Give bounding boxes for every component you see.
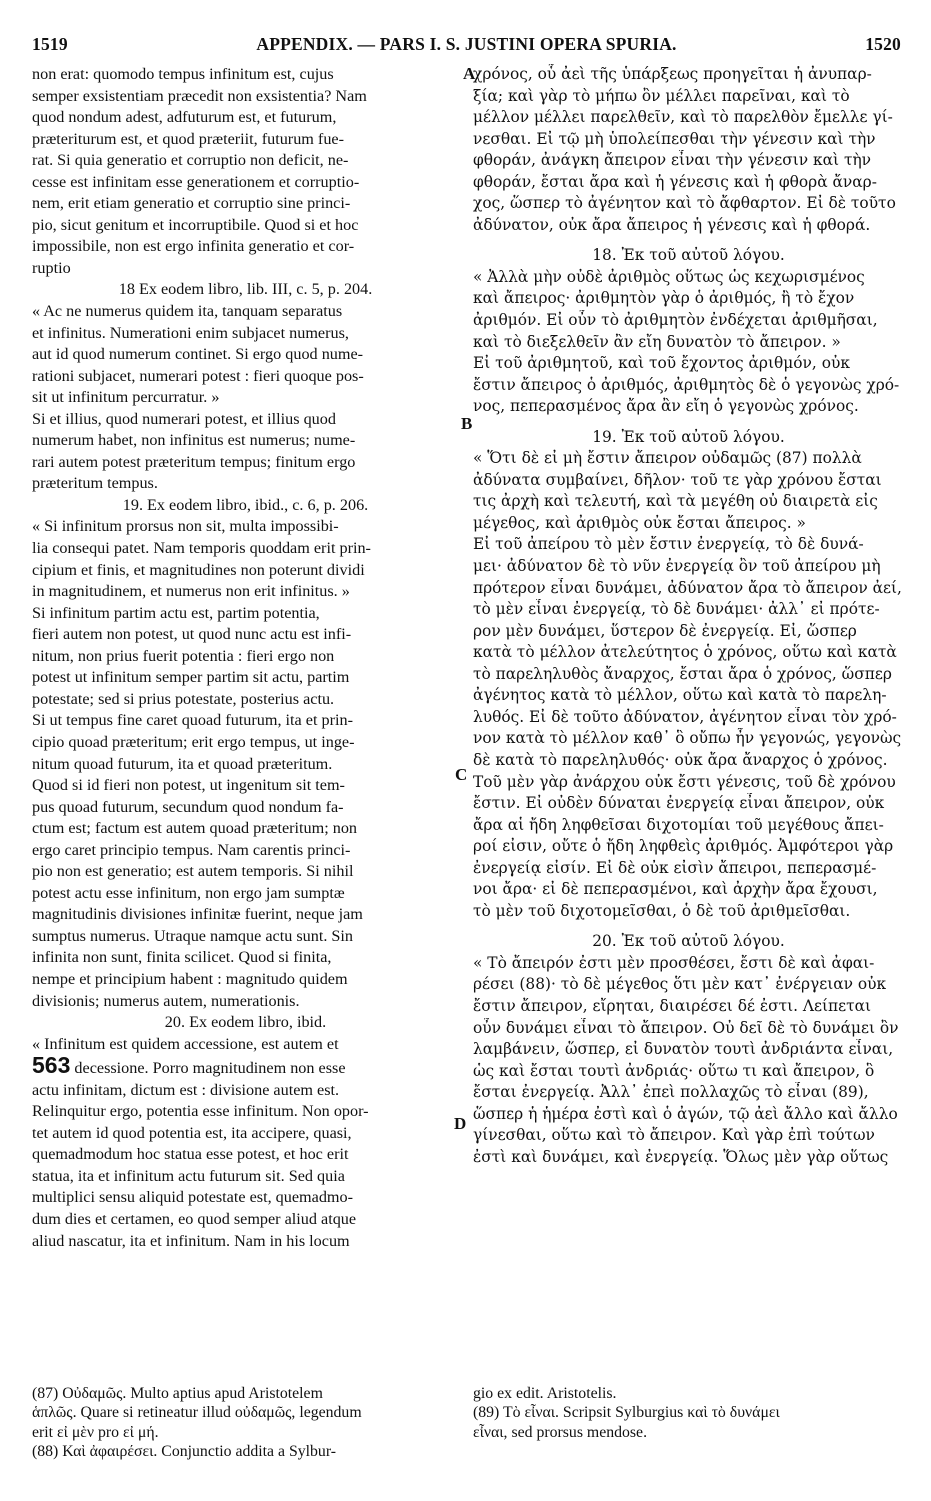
text-line: ἀδύνατα συμβαίνει, δῆλον· τοῦ τε γὰρ χρόνου ἔσται (473, 470, 882, 489)
text-line: pio non est generatio; est autem temporis. Si nihil (32, 862, 354, 881)
text-line: τὸ μὲν εἶναι ἐνεργείᾳ, τὸ δὲ δυνάμει· ἀλλ᾽ εἰ πρότε- (473, 600, 880, 619)
footnote-line: (87) Οὐδαμῶς. Multo aptius apud Aristotelem (32, 1385, 323, 1402)
text-line: οὖν δυνάμει εἶναι τὸ ἄπειρον. Οὐ δεῖ δὲ τὸ δυνάμει ὂν (473, 1018, 899, 1037)
section-heading: 18 Ex eodem libro, lib. III, c. 5, p. 204. (118, 280, 373, 299)
text-line: ξία; καὶ γὰρ τὸ μήπω ὂν μέλλει παρεῖναι, καὶ τὸ (473, 86, 850, 105)
section-gap (473, 236, 904, 245)
column-number: 563 (32, 1055, 71, 1079)
text-line: numerum habet, non infinitus est numerus; nume- (32, 431, 356, 450)
text-line: χρόνος, οὗ ἀεὶ τῆς ὑπάρξεως προηγεῖται ἡ ἀνυπαρ- (473, 65, 872, 83)
text-line: καὶ ἄπειρος· ἀριθμητὸν γὰρ ὁ ἀριθμός, ἢ τὸ ἔχον (473, 289, 855, 308)
text-line: fieri autem non potest, ut quod nunc actu est infi- (32, 625, 352, 644)
text-line: ruptio (32, 258, 71, 277)
text-line: actu infinitam, dictum est : divisione autem est. (32, 1080, 340, 1099)
text-line: præteritum tempus. (32, 474, 158, 493)
section-gap (473, 418, 904, 427)
text-line: τις ἀρχὴ καὶ τελευτή, καὶ τὰ μεγέθη οὐ διαιρετὰ εἰς (473, 492, 878, 511)
text-line: cipium et finis, et magnitudines non poterunt dividi (32, 560, 365, 579)
text-line: magnitudinis divisiones infinitæ fuerint, neque jam (32, 905, 363, 924)
text-line: μει· ἀδύνατον δὲ τὸ νῦν ἐνεργείᾳ ὂν τοῦ ἀπείρου μὴ (473, 557, 881, 576)
text-line: ὡς καὶ ἔσται τουτὶ ἀνδριάς· οὕτω τι καὶ ἄπειρον, ὃ (473, 1061, 875, 1080)
footnote-line: (88) Καὶ ἀφαιρέσει. Conjunctio addita a Sylbur- (32, 1443, 337, 1461)
text-line: ρέσει (88)· τὸ δὲ μέγεθος ὅτι μὲν κατ᾽ ἐνέργειαν οὐκ (473, 975, 887, 994)
text-line: præteriturum est, et quod præteriit, futurum fue- (32, 129, 344, 148)
text-line: Quod si id fieri non potest, ut ingenitum sit tem- (32, 776, 345, 795)
text-line: ἔσται ἐνεργείᾳ. Ἀλλ᾽ ἐπεὶ πολλαχῶς τὸ εἶναι (89), (473, 1083, 869, 1102)
text-line: Si et illius, quod numerari potest, et illius quod (32, 409, 336, 428)
text-line: ἐνεργείᾳ εἰσίν. Εἰ δὲ οὐκ εἰσὶν ἄπειροι, πεπερασμέ- (473, 858, 877, 877)
text-line: cipio quoad præteritum; erit ergo tempus, ut inge- (32, 732, 355, 751)
text-line: semper exsistentiam præcedit non exsistentia? Nam (32, 86, 367, 105)
page-number-left: 1519 (32, 34, 68, 54)
text-line: φθοράν, ἀνάγκη ἄπειρον εἶναι τὴν γένεσιν καὶ τὴν (473, 151, 872, 170)
footnote-line: erit εἰ μὲν pro εἰ μή. (32, 1423, 159, 1441)
text-line: λαμβάνειν, ὥσπερ, εἰ δυνατὸν τουτὶ ἀνδριάντα εἶναι, (473, 1040, 894, 1059)
text-line: aliud nascatur, ita et infinitum. Nam in his locum (32, 1231, 350, 1250)
text-line: multiplici sensu aliquid potestate est, quemadmo- (32, 1188, 353, 1207)
text-line: « Ac ne numerus quidem ita, tanquam separatus (32, 302, 343, 321)
section-heading: 19. Ἐκ τοῦ αὐτοῦ λόγου. (592, 427, 785, 446)
text-line: aut id quod numerum continet. Si ergo quod nume- (32, 345, 364, 364)
text-line: nitum, non prius fuerit potentia : fieri ergo non (32, 646, 335, 665)
text-line: κατὰ τὸ μέλλον ἀτελεύτητος ὁ χρόνος, οὕτω καὶ κατὰ (473, 643, 897, 662)
text-line: « Infinitum est quidem accessione, est autem et (32, 1034, 339, 1053)
section-heading: 19. Ex eodem libro, ibid., c. 6, p. 206. (122, 495, 369, 514)
text-line: ἀγένητος κατὰ τὸ μέλλον, οὕτω καὶ κατὰ τὸ παρελη- (473, 686, 887, 705)
text-line: « Si infinitum prorsus non sit, multa impossibi- (32, 517, 339, 536)
section-heading: 20. Ἐκ τοῦ αὐτοῦ λόγου. (592, 932, 785, 951)
footnotes-left (32, 1384, 459, 1462)
text-line: ἔστιν. Εἰ οὐδὲν δύναται ἐνεργείᾳ εἶναι ἄπειρον, οὐκ (473, 794, 885, 813)
text-line: νεσθαι. Εἰ τῷ μὴ ὑπολείπεσθαι τὴν γένεσιν καὶ τὴν (473, 129, 876, 148)
text-line: μέγεθος, καὶ ἀριθμὸς οὐκ ἔσται ἄπειρος. » (473, 513, 806, 532)
text-line: νον κατὰ τὸ μέλλον καθ᾽ ὃ οὔπω ἦν γεγονώς, γεγονὼς (473, 729, 902, 748)
text-line: nitum quoad futurum, ita et quoad præteritum. (32, 754, 333, 773)
text-line: pus quoad futurum, secundum quod nondum fa- (32, 797, 344, 816)
text-line: γίνεσθαι, οὕτω καὶ τὸ ἄπειρον. Καὶ γὰρ ἐπὶ τούτων (473, 1126, 875, 1145)
text-line: χος, ὥσπερ τὸ ἀγένητον καὶ τὸ ἄφθαρτον. Εἰ δὲ τοῦτο (473, 194, 896, 213)
text-line: ὥσπερ ἡ ἡμέρα ἐστὶ καὶ ὁ ἀγών, τῷ ἀεὶ ἄλλο καὶ ἄλλο (473, 1104, 898, 1123)
text-line: et infinitus. Numerationi enim subjacet numerus, (32, 323, 349, 342)
section-heading: 18. Ἐκ τοῦ αὐτοῦ λόγου. (592, 246, 785, 265)
text-line: pio, sicut genitum et incorruptibile. Quod si et hoc (32, 215, 359, 234)
text-line: ρον μὲν δυνάμει, ὕστερον δὲ ἐνεργείᾳ. Εἰ, ὥσπερ (473, 621, 857, 640)
text-line: rari autem potest præteritum tempus; finitum ergo (32, 452, 356, 471)
text-line: « Ὅτι δὲ εἰ μὴ ἔστιν ἄπειρον οὐδαμῶς (87) πολλὰ (473, 449, 862, 468)
text-line: rat. Si quia generatio et corruptio non deficit, ne- (32, 151, 349, 170)
text-line: τὸ παρεληλυθὸς ἄναρχος, ἔσται ἄρα ὁ χρόνος, ὥσπερ (473, 664, 892, 683)
greek-column (473, 64, 904, 1168)
text-line: ergo caret principio tempus. Nam carentis princi- (32, 840, 351, 859)
footnote-line: εἶναι, sed prorsus mendose. (473, 1423, 648, 1441)
margin-marker-d: D (454, 1114, 467, 1133)
text-line: quod nondum adest, adfuturum est, et futurum, (32, 108, 337, 127)
text-line: potest actu esse infinitum, non ergo jam sumptæ (32, 883, 345, 902)
text-line: ἐστὶ καὶ δυνάμει, καὶ ἐνεργείᾳ. Ὅλως μὲν γὰρ οὕτως (473, 1147, 889, 1166)
text-line: statua, ita et infinitum actu futurum sit. Sed quia (32, 1166, 345, 1185)
text-line: ἄρα αἱ ἤδη ληφθεῖσαι διχοτομίαι τοῦ μεγέθους ἄπει- (473, 815, 884, 834)
text-line: ἀδύνατον, οὐκ ἄρα ἄπειρος ἡ γένεσις καὶ ἡ φθορά. (473, 215, 871, 234)
text-line: nempe et principium habent : magnitudo quidem (32, 969, 348, 988)
text-line: φθοράν, ἔσται ἄρα καὶ ἡ γένεσις καὶ ἡ φθορὰ ἄναρ- (473, 172, 877, 191)
text-line: divisionis; numerus autem, numerationis. (32, 991, 300, 1010)
text-line: rationi subjacet, numerari potest : fieri quoque pos- (32, 366, 364, 385)
text-line: Si infinitum partim actu est, partim potentia, (32, 603, 320, 622)
text-line: lia consequi patet. Nam temporis quoddam erit prin- (32, 539, 371, 558)
text-line: infinita non sunt, finita scilicet. Quod si finita, (32, 948, 332, 967)
footnote-line: ἁπλῶς. Quare si retineatur illud οὐδαμῶς, legendum (32, 1404, 362, 1422)
text-line: sit ut infinitum percurratur. » (32, 388, 220, 407)
text-line: ἔστιν ἄπειρον, εἴρηται, διαιρέσει δέ ἐστι. Λείπεται (473, 996, 872, 1015)
text-line: τὸ μὲν τοῦ διχοτομεῖσθαι, ὁ δὲ τοῦ ἀριθμεῖσθαι. (473, 901, 851, 920)
text-line-content: decessione. Porro magnitudinem non esse (70, 1059, 346, 1078)
text-line: ctum est; factum est autem quoad præteritum; non (32, 819, 358, 838)
latin-column (32, 64, 459, 1252)
section-gap (473, 922, 904, 931)
text-line: καὶ τὸ διεξελθεῖν ἂν εἴη δυνατὸν τὸ ἄπειρον. » (473, 332, 841, 351)
text-line: « Ἀλλὰ μὴν οὐδὲ ἀριθμὸς οὕτως ὡς κεχωρισμένος (473, 267, 865, 286)
text-line: tet autem id quod potentia est, ita accipere, quasi, (32, 1123, 352, 1142)
footnotes-right (473, 1384, 904, 1442)
text-line: sumptus numerus. Utraque namque actu sunt. Sin (32, 926, 354, 945)
text-line: νος, πεπερασμένος ἄρα ἂν εἴη ὁ γεγονὼς χρόνος. (473, 397, 859, 416)
text-line: νοι ἄρα· εἰ δὲ πεπερασμένοι, καὶ ἀρχὴν ἄρα ἔχουσι, (473, 880, 878, 899)
text-line: μέλλον μέλλει παρελθεῖν, καὶ τὸ παρελθὸν ἔμελλε γί- (473, 108, 893, 127)
text-line: δὲ κατὰ τὸ παρεληλυθός· οὐκ ἄρα ἄναρχος ὁ χρόνος. (473, 750, 888, 769)
text-line: « Τὸ ἄπειρόν ἐστι μὲν προσθέσει, ἔστι δὲ καὶ ἀφαι- (473, 953, 875, 972)
text-line: Εἰ τοῦ ἀπείρου τὸ μὲν ἔστιν ἐνεργείᾳ, τὸ δὲ δυνά- (473, 535, 864, 554)
text-line: potestate; sed si prius potestate, posterius actu. (32, 689, 335, 708)
text-line: impossibile, non est ergo infinita generatio et cor- (32, 237, 355, 256)
page-header (32, 34, 901, 58)
text-line: quemadmodum hoc statua esse potest, et hoc erit (32, 1145, 349, 1164)
footnote-line: (89) Τὸ εἶναι. Scripsit Sylburgius καὶ τὸ δυνάμει (473, 1404, 780, 1422)
margin-marker-c: C (455, 765, 468, 784)
page-number-right: 1520 (865, 34, 901, 54)
text-line: Τοῦ μὲν γὰρ ἀνάρχου οὐκ ἔστι γένεσις, τοῦ δὲ χρόνου (473, 772, 896, 791)
text-line: in magnitudinem, et numerus non erit infinitus. » (32, 582, 350, 601)
text-line: cesse est infinitam esse generationem et corruptio- (32, 172, 360, 191)
text-line: potest ut infinitum semper partim sit actu, partim (32, 668, 350, 687)
text-line: ἔστιν ἄπειρος ὁ ἀριθμός, ἀριθμητὸς δὲ ὁ γεγονὼς χρό- (473, 375, 900, 394)
text-line: dum dies et certamen, eo quod semper aliud atque (32, 1209, 357, 1228)
running-title: APPENDIX. — PARS I. S. JUSTINI OPERA SPURIA. (256, 34, 677, 54)
text-line: non erat: quomodo tempus infinitum est, cujus (32, 65, 334, 83)
footnote-line: gio ex edit. Aristotelis. (473, 1385, 617, 1402)
text-line: Relinquitur ergo, potentia esse infinitum. Non opor- (32, 1102, 369, 1121)
text-line: Si ut tempus fine caret quoad futurum, ita et prin- (32, 711, 353, 730)
text-line: ἀριθμόν. Εἰ οὖν τὸ ἀριθμητὸν ἐνδέχεται ἀριθμῆσαι, (473, 311, 878, 330)
margin-marker-a: A (463, 64, 476, 83)
text-line: nem, erit etiam generatio et corruptio sine princi- (32, 194, 351, 213)
text-line: πρότερον εἶναι δυνάμει, ἀδύνατον ἄρα τὸ ἄπειρον ἀεί, (473, 578, 902, 597)
margin-marker-b: B (461, 414, 473, 433)
text-line (32, 1055, 459, 1080)
text-line: Εἰ τοῦ ἀριθμητοῦ, καὶ τοῦ ἔχοντος ἀριθμόν, οὐκ (473, 354, 850, 373)
text-line: ροί εἰσιν, οὔτε ὁ ἤδη ληφθεὶς ἀριθμός. Ἀμφότεροι γὰρ (473, 837, 894, 856)
text-line: λυθός. Εἰ δὲ τοῦτο ἀδύνατον, ἀγένητον εἶναι τὸν χρό- (473, 707, 897, 726)
section-heading: 20. Ex eodem libro, ibid. (164, 1013, 327, 1032)
